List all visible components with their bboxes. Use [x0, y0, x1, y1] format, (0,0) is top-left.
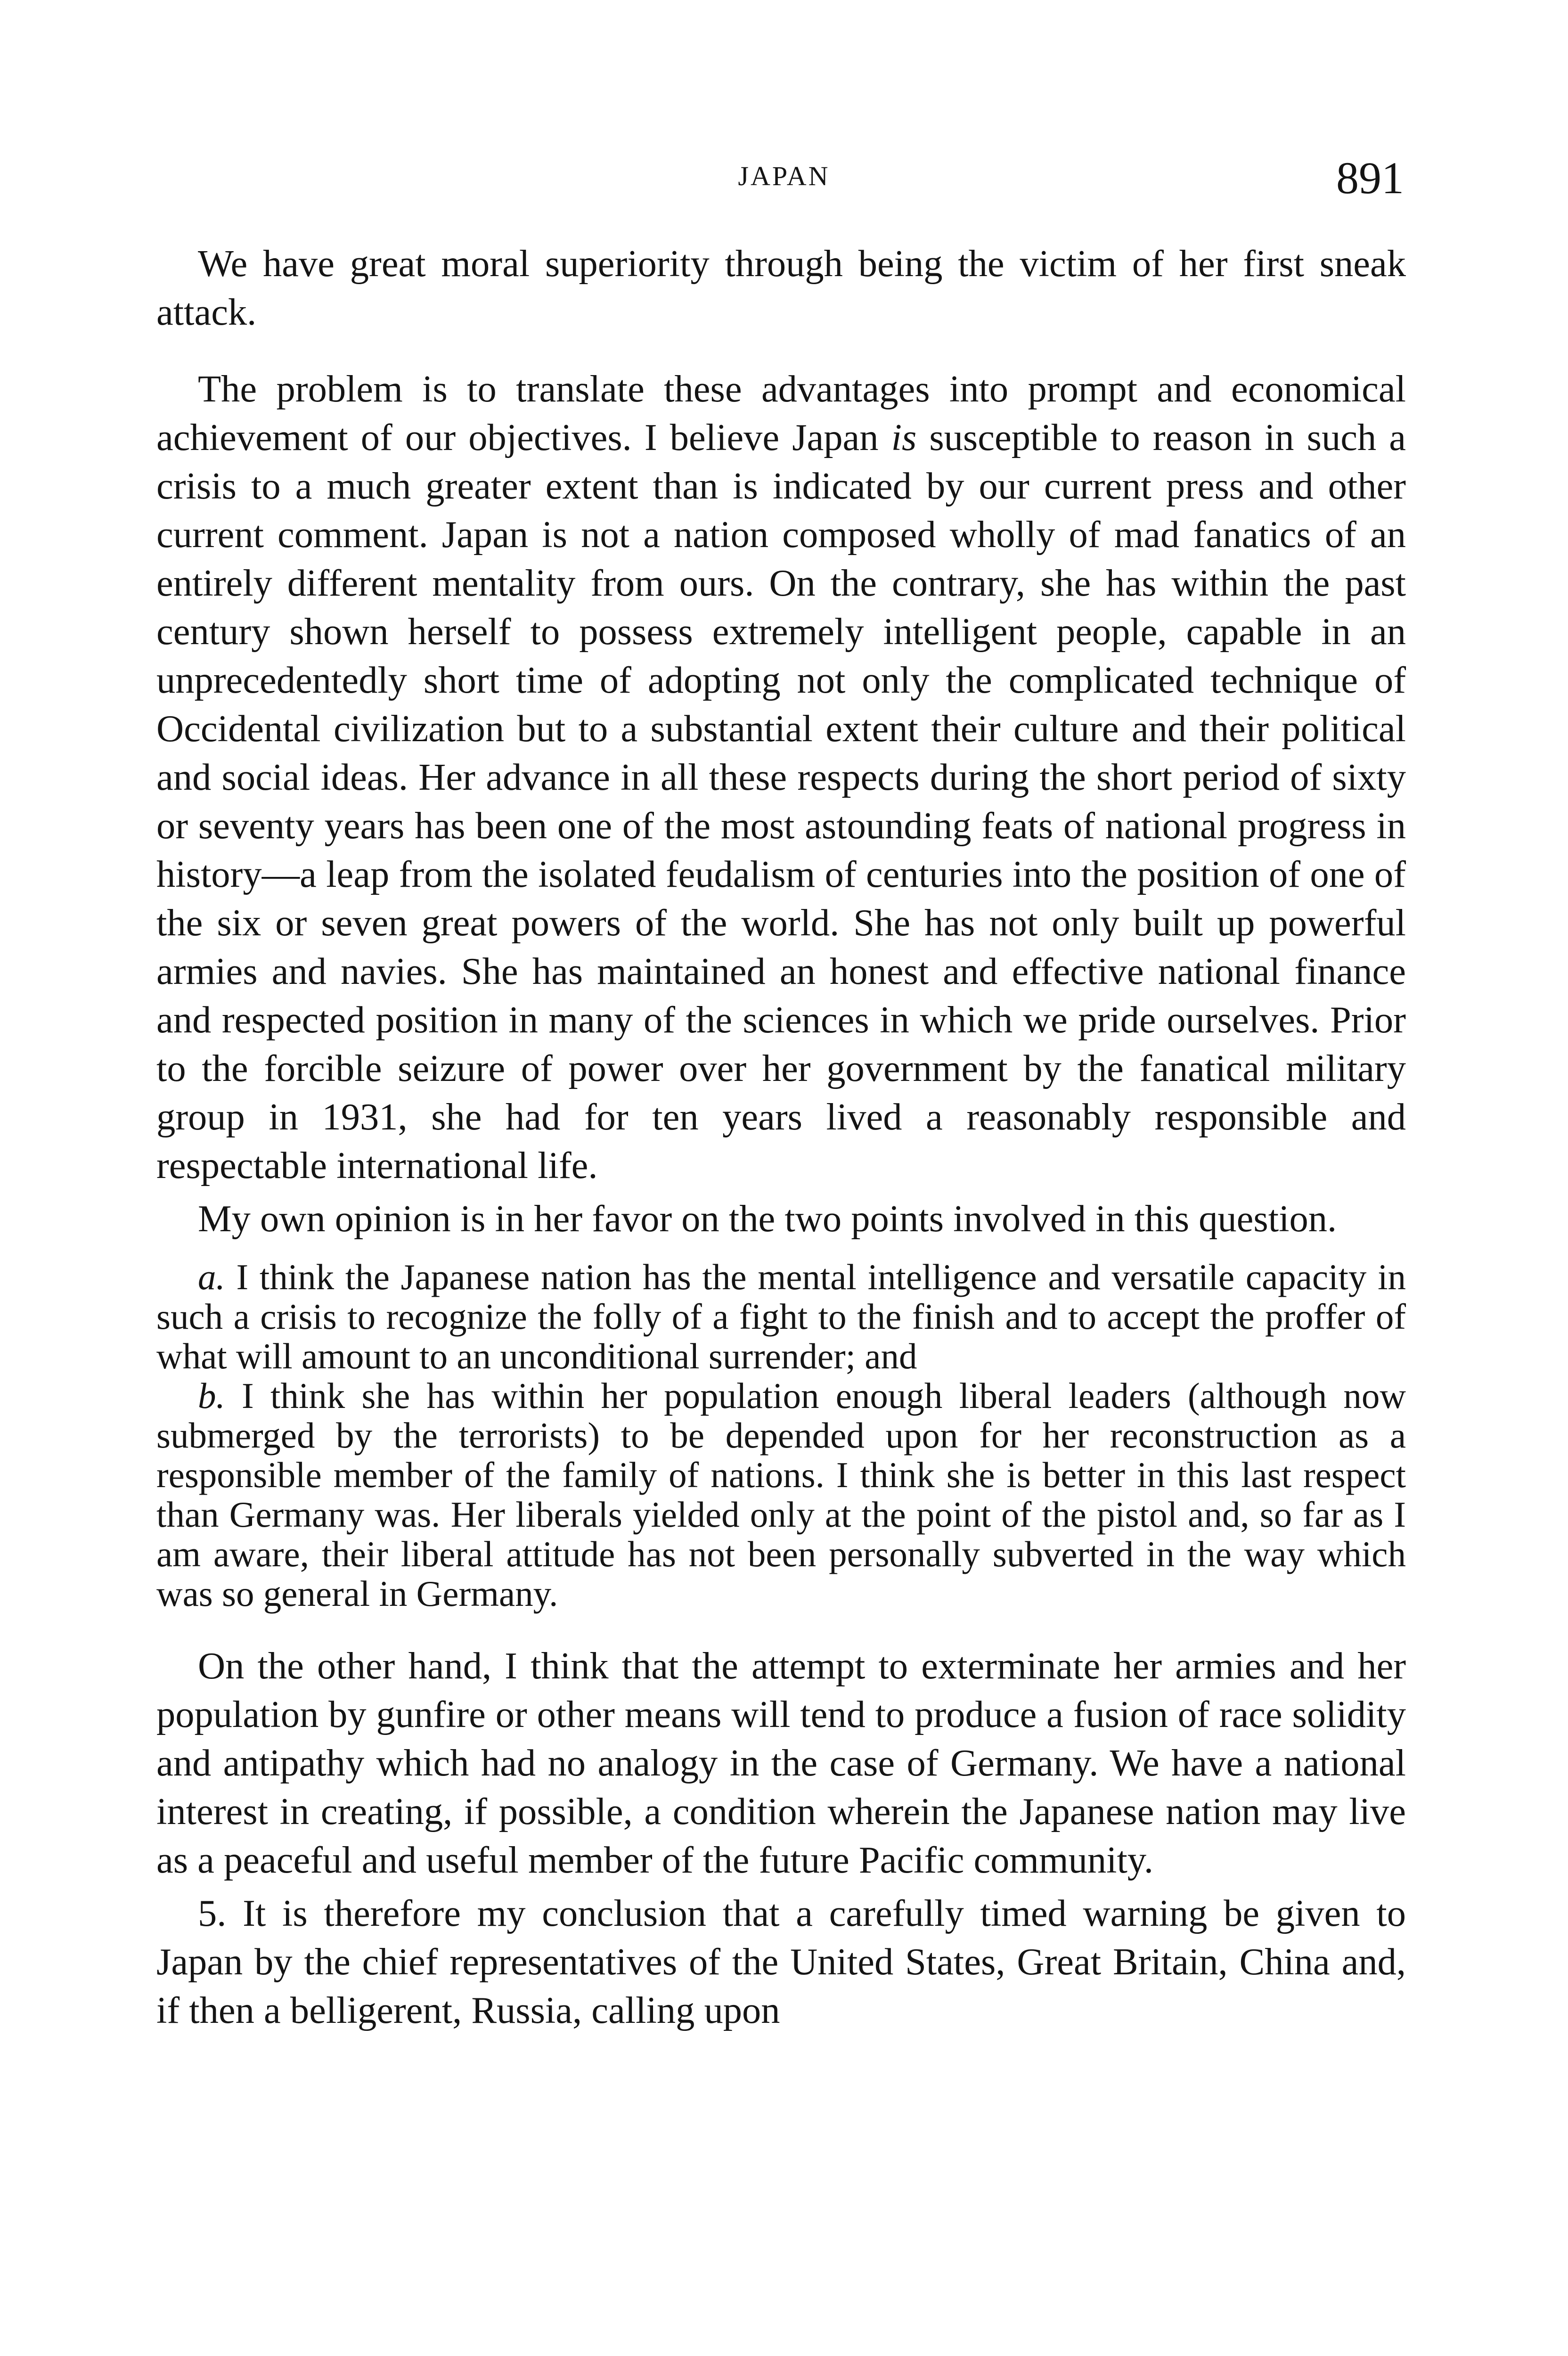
paragraph-text: The problem is to translate these advantages into prompt and economical achievement of our objectives. I believe Japan — [156, 368, 1406, 458]
page-number: 891 — [1336, 153, 1404, 203]
paragraph-conclusion: 5. It is therefore my conclusion that a carefully timed warning be given to Japan by the chief representatives of the United States, Great Britain, China and, if then a belligerent, Russia, calling upon — [156, 1892, 1406, 2031]
list-item-label: a. — [198, 1257, 225, 1297]
body-text — [156, 239, 1406, 2035]
paragraph-text: susceptible to reason in such a crisis to a much greater extent than is indicated by our current press and other current comment. Japan is not a nation composed wholly of mad fanatics of an entirely different mentality from ours. On the contrary, she has within the past century shown herself to possess extremely intelligent people, capable in an unprecedentedly short time of adopting not only the complicated technique of Occidental civilization but to a substantial extent their culture and their political and social ideas. Her advance in all these respects during the short period of sixty or seventy years has been one of the most astounding feats of national progress in history—a leap from the isolated feudalism of centuries into the position of one of the six or seven great powers of the world. She has not only built up powerful armies and navies. She has maintained an honest and effective national finance and respected position in many of the sciences in which we pride ourselves. Prior to the forcible seizure of power over her government by the fanatical military group in 1931, she had for ten years lived a reasonably responsible and respectable international life. — [156, 417, 1406, 1186]
list-item-label: b. — [198, 1375, 225, 1416]
running-title: JAPAN — [738, 161, 830, 191]
enumerated-points — [156, 1257, 1406, 1613]
paragraph-translate-advantages — [156, 365, 1406, 1190]
emphasis-is: is — [891, 417, 917, 458]
paragraph-moral-superiority: We have great moral superiority through being the victim of her first sneak attack. — [156, 243, 1406, 333]
paragraph-own-opinion: My own opinion is in her favor on the two points involved in this question. — [198, 1198, 1337, 1240]
list-item-a — [156, 1257, 1406, 1376]
list-item-b — [156, 1376, 1406, 1613]
list-item-text: I think she has within her population enough liberal leaders (although now submerged by the terrorists) to be depended upon for her reconstruction as a responsible member of the family of nations. I think she is better in this last respect than Germany was. Her liberals yielded only at the point of the pistol and, so far as I am aware, their liberal attitude has not been personally subverted in the way which was so general in Germany. — [156, 1375, 1406, 1614]
list-item-text: I think the Japanese nation has the mental intelligence and versatile capacity in such a crisis to recognize the folly of a fight to the finish and to accept the proffer of what will amount to an unconditional surrender; and — [156, 1257, 1406, 1376]
paragraph-other-hand: On the other hand, I think that the attempt to exterminate her armies and her population by gunfire or other means will tend to produce a fusion of race solidity and antipathy which had no analogy in the case of Germany. We have a national interest in creating, if possible, a condition wherein the Japanese nation may live as a peaceful and useful member of the future Pacific community. — [156, 1645, 1406, 1881]
